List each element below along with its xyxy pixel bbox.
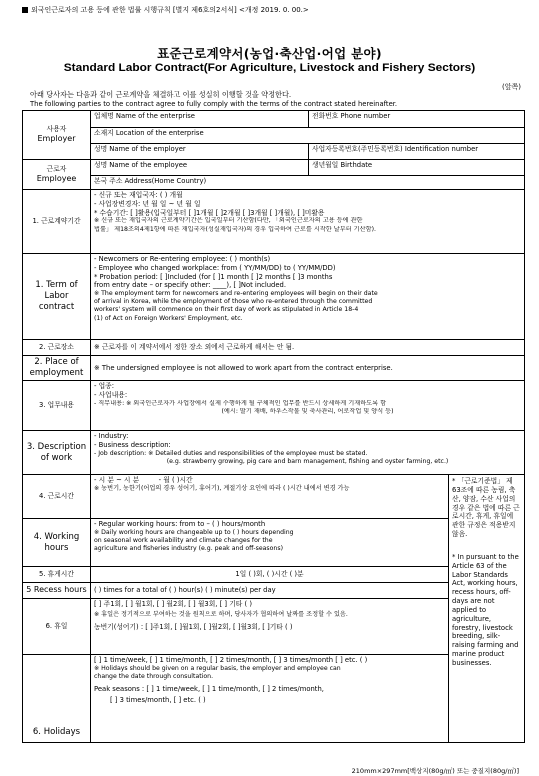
home-address-field[interactable] (91, 176, 525, 190)
section1-ko-line: ※ 신규 또는 재입국자의 근로계약기간은 입국일부터 기산함(다만, 「외국인근로자의 고용 등에 관한 (94, 217, 363, 225)
employer-name-label: 성명 Name of the employer (94, 145, 186, 153)
regulation-text: 외국인근로자의 고용 등에 관한 법률 시행규칙 [별지 제6호의2서식] <개정 2019. 0. 00.> (31, 6, 309, 14)
section4-ko-hours-row (94, 476, 445, 485)
section1-ko-line: - 사업장변경자: 년 월 일 ~ 년 월 일 (94, 199, 201, 208)
section3-ko-label: 3. 업무내용 (23, 381, 91, 431)
working-hours-side-note (449, 475, 525, 743)
section6-en-line: ※ Holidays should be given on a regular basis, the employer and employee can (94, 664, 341, 672)
section6-en-line: change the date through consultation. (94, 672, 214, 680)
section4-ko-line: - 월 ( )시간 (158, 476, 193, 485)
section6-en-line: [ ] 1 time/week, [ ] 1 time/month, [ ] 2 times/month, [ ] 3 times/month [ ] etc. ( ) (94, 656, 368, 665)
section5-ko-label: 5. 휴게시간 (23, 567, 91, 583)
section1-en-line: (1) of Act on Foreign Workers' Employment, etc. (94, 314, 243, 322)
employer-label (23, 111, 91, 160)
employer-label-en: Employer (37, 134, 76, 144)
section4-en-line: agriculture and fisheries industry (e.g. peak and off-seasons) (94, 545, 283, 553)
section1-ko-label: 1. 근로계약기간 (23, 190, 91, 254)
birthdate-field[interactable] (309, 160, 525, 176)
birthdate-label: 생년월일 Birthdate (312, 161, 373, 169)
employee-label-en: Employee (36, 173, 77, 183)
section5-ko-content[interactable] (91, 567, 449, 583)
section6-ko-label: 6. 휴일 (23, 599, 91, 655)
phone-number-label: 전화번호 Phone number (312, 112, 391, 120)
employer-label-ko: 사용자 (46, 125, 67, 134)
section3-en-label: 3. Description of work (23, 431, 91, 475)
section6-ko-line: ※ 휴일은 정기적으로 부여하는 것을 원칙으로 하며, 당사자가 협의하여 날짜를 조정할 수 있음. (94, 610, 348, 618)
employee-name-field[interactable] (91, 160, 309, 176)
section3-en-line: - Industry: (94, 432, 129, 441)
intro-korean: 아래 당사자는 다음과 같이 근로계약을 체결하고 이를 성실히 이행할 것을 약정한다. (30, 90, 292, 99)
employee-label (23, 160, 91, 190)
section1-en-line: workers' system will commence on their first day of work as stipulated in Article 18-4 (94, 306, 359, 314)
section5-en-text: ( ) times for a total of ( ) hour(s) ( ) minute(s) per day (94, 586, 276, 595)
section6-en-label: 6. Holidays (23, 655, 91, 743)
square-bullet-icon (22, 7, 28, 13)
section1-ko-line: - 신규 또는 재입국자: ( ) 개월 (94, 191, 183, 199)
section1-en-line: of arrival in Korea, while the employment of those who re-entered through the committed (94, 298, 373, 306)
document-title-korean: 표준근로계약서(농업·축산업·어업 분야) (157, 46, 382, 61)
section2-ko-content[interactable] (91, 340, 525, 356)
paper-spec-footer: 210mm×297mm[백상지(80g/㎡) 또는 중질지(80g/㎡)] (351, 767, 519, 775)
section6-ko-line: 농번기(성어기) : [ ]주1회, [ ]월1회, [ ]월2회, [ ]월3회, [ ]기타 ( ) (94, 622, 293, 631)
section1-ko-line: * 수습기간: [ ]활용(입국일부터 [ ]1개월 [ ]2개월 [ ]3개월 [ ]개월), [ ]미활용 (94, 208, 325, 217)
section5-ko-text: 1일 ( )회, ( )시간 ( )분 (235, 570, 304, 579)
section4-en-line: on seasonal work availability and climate changes for the (94, 536, 273, 544)
section1-en-label: 1. Term of Labor contract (23, 254, 91, 340)
section4-ko-content[interactable] (91, 475, 449, 519)
section6-ko-line: [ ] 주1회, [ ] 월1회, [ ] 월2회, [ ] 월3회, [ ] 기타 ( ) (94, 600, 252, 609)
section3-ko-line: (예시: 딸기 재배, 하우스작물 및 축사관리, 어로작업 및 양식 등) (221, 407, 394, 415)
section1-en-line: * Probation period: [ ]Included (for [ ]1 month [ ]2 months [ ]3 months (94, 272, 333, 281)
section1-en-line: ※ The employment term for newcomers and re-entering employees will begin on their date (94, 290, 378, 298)
section3-ko-line: - 직무내용: ※ 외국인근로자가 사업장에서 실제 수행하게 될 구체적인 업무를 반드시 상세하게 기재하도록 함 (94, 399, 387, 407)
employer-name-field[interactable] (91, 144, 309, 160)
section5-en-content[interactable] (91, 583, 449, 599)
contract-table (22, 110, 525, 743)
section2-ko-text: ※ 근로자를 이 계약서에서 정한 장소 외에서 근로하게 해서는 안 됨. (94, 343, 295, 352)
section1-ko-line: 법률」 제18조의4제1항에 따른 재입국자(성실재입국자)의 경우 입국하여 근로를 시작한 날부터 기산함). (94, 225, 376, 233)
home-address-label: 본국 주소 Address(Home Country) (94, 177, 207, 185)
section3-en-line: - Job description: ※ Detailed duties and responsibilities of the employee must be stated. (94, 449, 368, 457)
intro-english: The following parties to the contract agree to fully comply with the terms of the contract stated hereinafter. (30, 100, 398, 108)
identification-number-field[interactable] (309, 144, 525, 160)
section4-en-content[interactable] (91, 519, 449, 567)
section6-en-line: Peak seasons : [ ] 1 time/week, [ ] 1 time/month, [ ] 2 times/month, (94, 685, 324, 694)
enterprise-location-field[interactable] (91, 128, 525, 144)
section6-ko-content[interactable] (91, 599, 449, 655)
section3-en-line: - Business description: (94, 440, 171, 449)
section2-ko-label: 2. 근로장소 (23, 340, 91, 356)
section4-ko-label: 4. 근로시간 (23, 475, 91, 519)
side-note-english: * In pursuant to the Article 63 of the Labor Standards Act, working hours, recess hours, off-days are not applied to agriculture, forestry, livestock breeding, silk-raising farming and marine product businesses. (452, 552, 519, 667)
section3-ko-line: - 사업내용: (94, 390, 128, 399)
section1-en-line: - Newcomers or Re-entering employee: ( ) month(s) (94, 255, 271, 263)
section3-en-content[interactable] (91, 431, 525, 475)
page-side-note: (앞쪽) (502, 83, 521, 91)
section2-en-label: 2. Place of employment (23, 356, 91, 381)
section1-en-line: from entry date – or specify other: ____), [ ]Not included. (94, 281, 287, 290)
employee-name-label: 성명 Name of the employee (94, 161, 188, 169)
section4-en-label: 4. Working hours (23, 519, 91, 567)
section5-en-label: 5 Recess hours (23, 583, 91, 599)
section6-en-content[interactable] (91, 655, 449, 743)
side-note-korean: * 「근로기준법」 제63조에 따른 농림, 축산, 양잠, 수산 사업의 경우 같은 법에 따른 근로시간, 휴게, 휴일에 관한 규정은 적용받지 않음. (452, 477, 520, 539)
section4-en-line: ※ Daily working hours are changeable up to ( ) hours depending (94, 528, 294, 536)
employee-label-ko: 근로자 (46, 164, 67, 173)
document-title-english: Standard Labor Contract(For Agriculture, Livestock and Fishery Sectors) (63, 62, 476, 74)
enterprise-name-label: 업체명 Name of the enterprise (94, 112, 195, 120)
section3-ko-content[interactable] (91, 381, 525, 431)
section2-en-text: ※ The undersigned employee is not allowed to work apart from the contract enterprise. (94, 363, 393, 372)
section4-ko-line: ※ 농번기, 농한기(어업의 경우 성어기, 휴어기), 계절기상 요인에 따라 ( )시간 내에서 변경 가능 (94, 484, 350, 492)
section3-en-line: (e.g. strawberry growing, pig care and barn management, fishing and oyster farming, etc.) (166, 457, 449, 465)
section4-ko-line: - 시 분 ~ 시 분 (94, 476, 140, 485)
section1-en-content[interactable] (91, 254, 525, 340)
section4-en-line: - Regular working hours: from to – ( ) hours/month (94, 520, 266, 529)
identification-number-label: 사업자등록번호(주민등록번호) Identification number (312, 145, 479, 153)
regulation-header (22, 5, 309, 15)
section1-en-line: - Employee who changed workplace: from ( YY/MM/DD) to ( YY/MM/DD) (94, 263, 336, 272)
section6-en-line: [ ] 3 times/month, [ ] etc. ( ) (110, 695, 206, 704)
enterprise-location-label: 소재지 Location of the enterprise (94, 129, 204, 137)
section1-ko-content[interactable] (91, 190, 525, 254)
section3-ko-line: - 업종: (94, 382, 115, 391)
phone-number-field[interactable] (309, 111, 525, 128)
enterprise-name-field[interactable] (91, 111, 309, 128)
section2-en-content[interactable] (91, 356, 525, 381)
